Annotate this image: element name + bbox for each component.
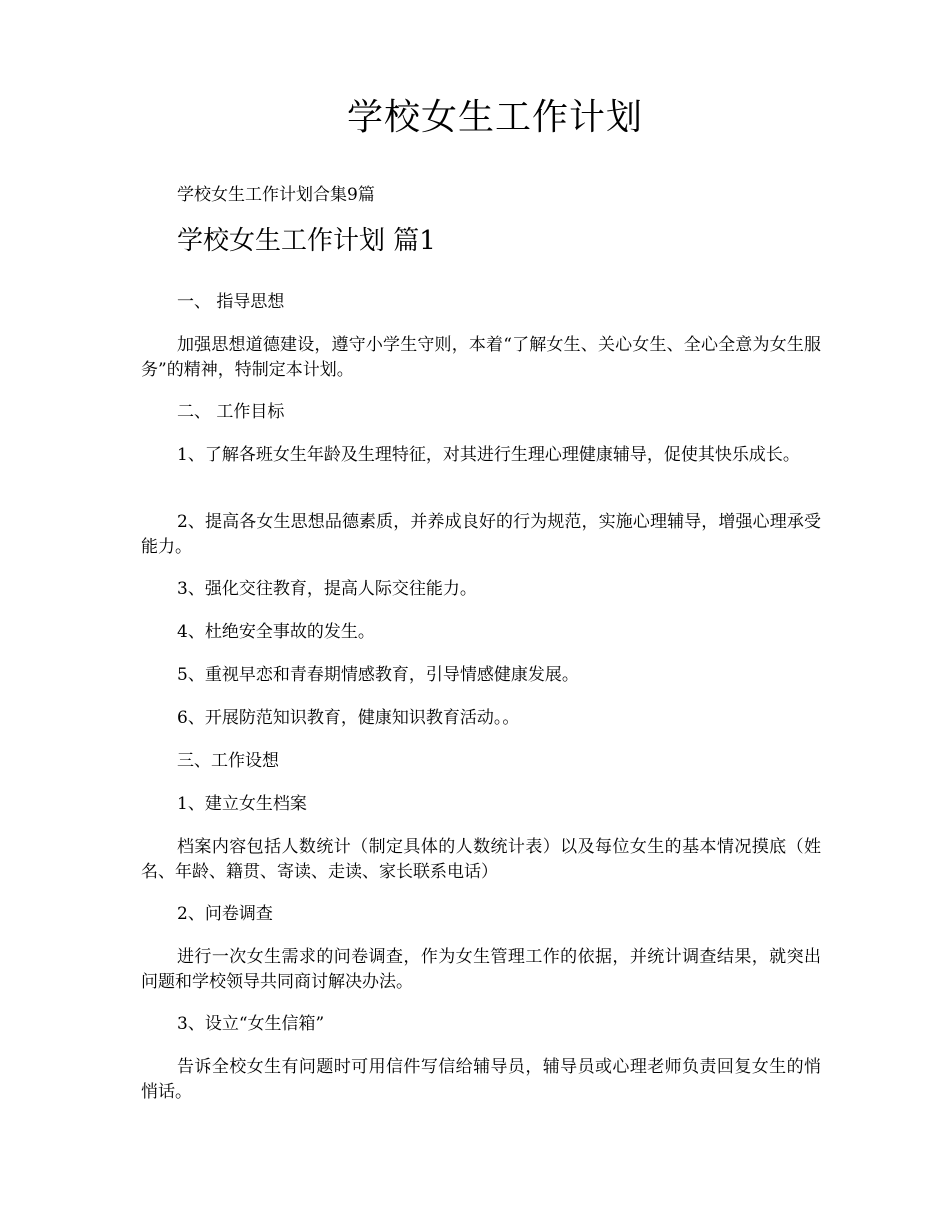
subheading-student-files: 1、建立女生档案 xyxy=(177,794,307,814)
subheading-questionnaire: 2、问卷调查 xyxy=(177,904,273,924)
goal-item-4: 4、杜绝安全事故的发生。 xyxy=(177,622,375,642)
goal-item-2: 2、提高各女生思想品德素质，并养成良好的行为规范，实施心理辅导，增强心理承受能力。 xyxy=(141,512,821,557)
subheading-mailbox: 3、设立“女生信箱” xyxy=(177,1014,325,1034)
goal-item-6: 6、开展防范知识教育，健康知识教育活动。。 xyxy=(177,708,520,728)
paragraph-student-files: 档案内容包括人数统计（制定具体的人数统计表）以及每位女生的基本情况摸底（姓名、年龄、籍贯、寄读、走读、家长联系电话） xyxy=(141,837,821,882)
section-heading: 学校女生工作计划 篇1 xyxy=(177,226,436,256)
heading-work-goals: 二、 工作目标 xyxy=(177,402,285,422)
goal-item-1: 1、了解各班女生年龄及生理特征，对其进行生理心理健康辅导，促使其快乐成长。 xyxy=(177,445,800,465)
paragraph-guiding-ideology: 加强思想道德建设，遵守小学生守则，本着“了解女生、关心女生、全心全意为女生服务”的精神，特制定本计划。 xyxy=(141,335,821,380)
document-title: 学校女生工作计划 xyxy=(346,97,643,138)
paragraph-mailbox: 告诉全校女生有问题时可用信件写信给辅导员，辅导员或心理老师负责回复女生的悄悄话。 xyxy=(141,1057,821,1102)
goal-item-5: 5、重视早恋和青春期情感教育，引导情感健康发展。 xyxy=(177,665,579,685)
goal-item-3: 3、强化交往教育，提高人际交往能力。 xyxy=(177,579,477,599)
heading-work-plan: 三、工作设想 xyxy=(177,751,279,771)
collection-note: 学校女生工作计划合集9篇 xyxy=(177,185,375,205)
paragraph-questionnaire: 进行一次女生需求的问卷调查，作为女生管理工作的依据，并统计调查结果，就突出问题和学校领导共同商讨解决办法。 xyxy=(141,947,821,992)
heading-guiding-ideology: 一、 指导思想 xyxy=(177,292,285,312)
